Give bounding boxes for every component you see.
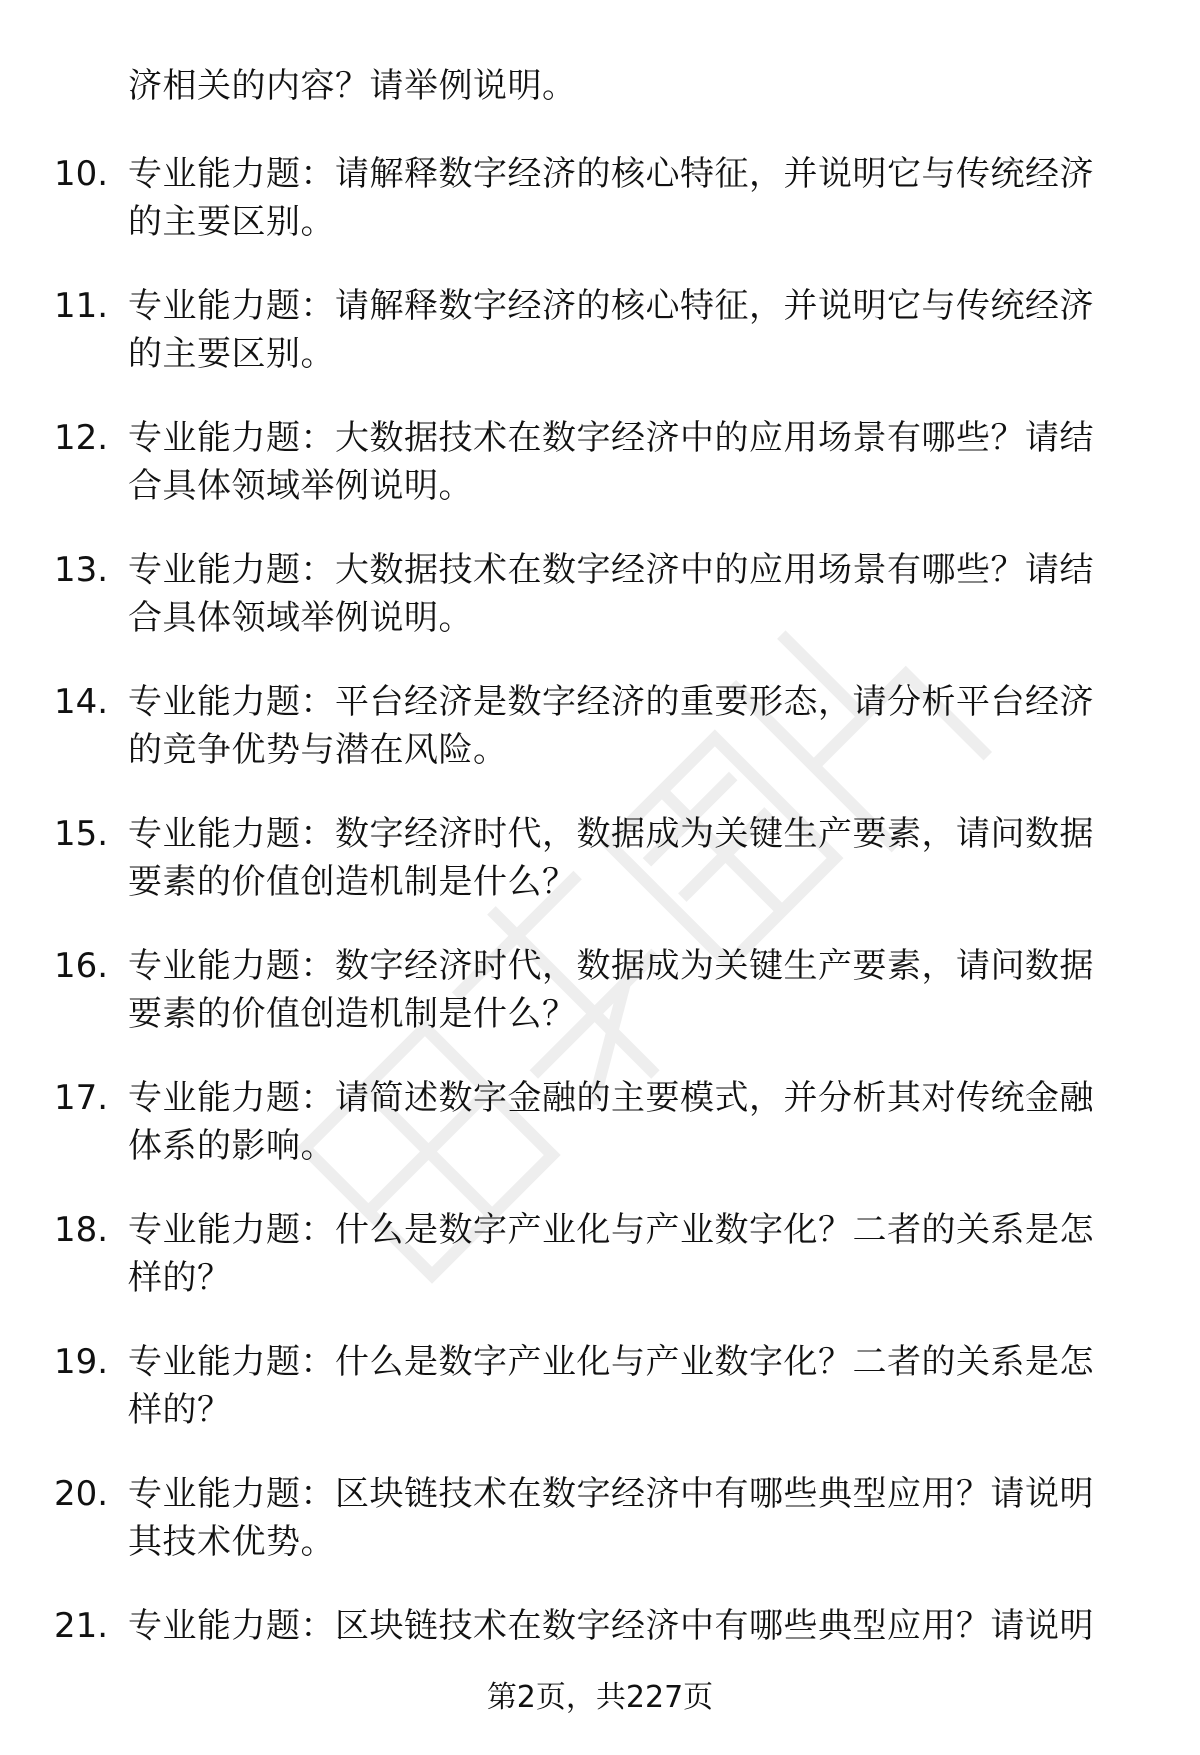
question-item-10 [0, 150, 1200, 282]
question-text-line-2: 体系的影响。 [128, 1126, 335, 1166]
question-text [128, 414, 1138, 510]
question-item-14 [0, 678, 1200, 810]
question-text-line-1: 专业能力题：区块链技术在数字经济中有哪些典型应用？请说明 [128, 1606, 1094, 1646]
question-number: 21. [54, 1606, 109, 1646]
question-item-12 [0, 414, 1200, 546]
question-number: 20. [54, 1474, 109, 1514]
question-text-line-1: 专业能力题：什么是数字产业化与产业数字化？二者的关系是怎 [128, 1210, 1094, 1250]
question-number: 14. [54, 682, 109, 722]
question-number: 11. [54, 286, 109, 326]
question-text-line-2: 样的？ [128, 1258, 232, 1298]
question-text-line-2: 要素的价值创造机制是什么？ [128, 994, 577, 1034]
question-text [128, 546, 1138, 642]
question-text-line-2: 的竞争优势与潜在风险。 [128, 730, 508, 770]
question-number: 18. [54, 1210, 109, 1250]
question-text-line-2: 样的？ [128, 1390, 232, 1430]
question-text [128, 810, 1138, 906]
question-item-20 [0, 1470, 1200, 1602]
question-item-15 [0, 810, 1200, 942]
question-item-18 [0, 1206, 1200, 1338]
question-text-line-2: 的主要区别。 [128, 202, 335, 242]
question-number: 16. [54, 946, 109, 986]
question-text [128, 282, 1138, 378]
page-footer: 第2页，共227页 [486, 1680, 714, 1715]
question-text-line-2: 其技术优势。 [128, 1522, 335, 1562]
question-text-line-1: 专业能力题：请简述数字金融的主要模式，并分析其对传统金融 [128, 1078, 1094, 1118]
continued-question-text: 济相关的内容？请举例说明。 [128, 66, 577, 106]
question-item-17 [0, 1074, 1200, 1206]
question-number: 17. [54, 1078, 109, 1118]
question-text [128, 1074, 1138, 1170]
question-list [0, 150, 1200, 1734]
question-text-line-1: 专业能力题：平台经济是数字经济的重要形态，请分析平台经济 [128, 682, 1094, 722]
question-text [128, 150, 1138, 246]
question-number: 19. [54, 1342, 109, 1382]
question-text-line-2: 要素的价值创造机制是什么？ [128, 862, 577, 902]
question-text [128, 678, 1138, 774]
question-text-line-1: 专业能力题：数字经济时代，数据成为关键生产要素，请问数据 [128, 946, 1094, 986]
question-text-line-1: 专业能力题：请解释数字经济的核心特征，并说明它与传统经济 [128, 154, 1094, 194]
question-text [128, 1206, 1138, 1302]
question-text-line-1: 专业能力题：区块链技术在数字经济中有哪些典型应用？请说明 [128, 1474, 1094, 1514]
question-text [128, 1470, 1138, 1566]
question-text [128, 1338, 1138, 1434]
question-text-line-1: 专业能力题：数字经济时代，数据成为关键生产要素，请问数据 [128, 814, 1094, 854]
question-text [128, 1602, 1138, 1650]
question-number: 15. [54, 814, 109, 854]
question-item-16 [0, 942, 1200, 1074]
question-text-line-1: 专业能力题：大数据技术在数字经济中的应用场景有哪些？请结 [128, 418, 1094, 458]
question-item-11 [0, 282, 1200, 414]
question-item-13 [0, 546, 1200, 678]
question-text-line-2: 合具体领域举例说明。 [128, 598, 473, 638]
question-number: 12. [54, 418, 109, 458]
question-text-line-2: 的主要区别。 [128, 334, 335, 374]
question-number: 13. [54, 550, 109, 590]
question-text-line-2: 合具体领域举例说明。 [128, 466, 473, 506]
question-number: 10. [54, 154, 109, 194]
question-text [128, 942, 1138, 1038]
question-text-line-1: 专业能力题：大数据技术在数字经济中的应用场景有哪些？请结 [128, 550, 1094, 590]
question-item-19 [0, 1338, 1200, 1470]
question-text-line-1: 专业能力题：什么是数字产业化与产业数字化？二者的关系是怎 [128, 1342, 1094, 1382]
question-text-line-1: 专业能力题：请解释数字经济的核心特征，并说明它与传统经济 [128, 286, 1094, 326]
